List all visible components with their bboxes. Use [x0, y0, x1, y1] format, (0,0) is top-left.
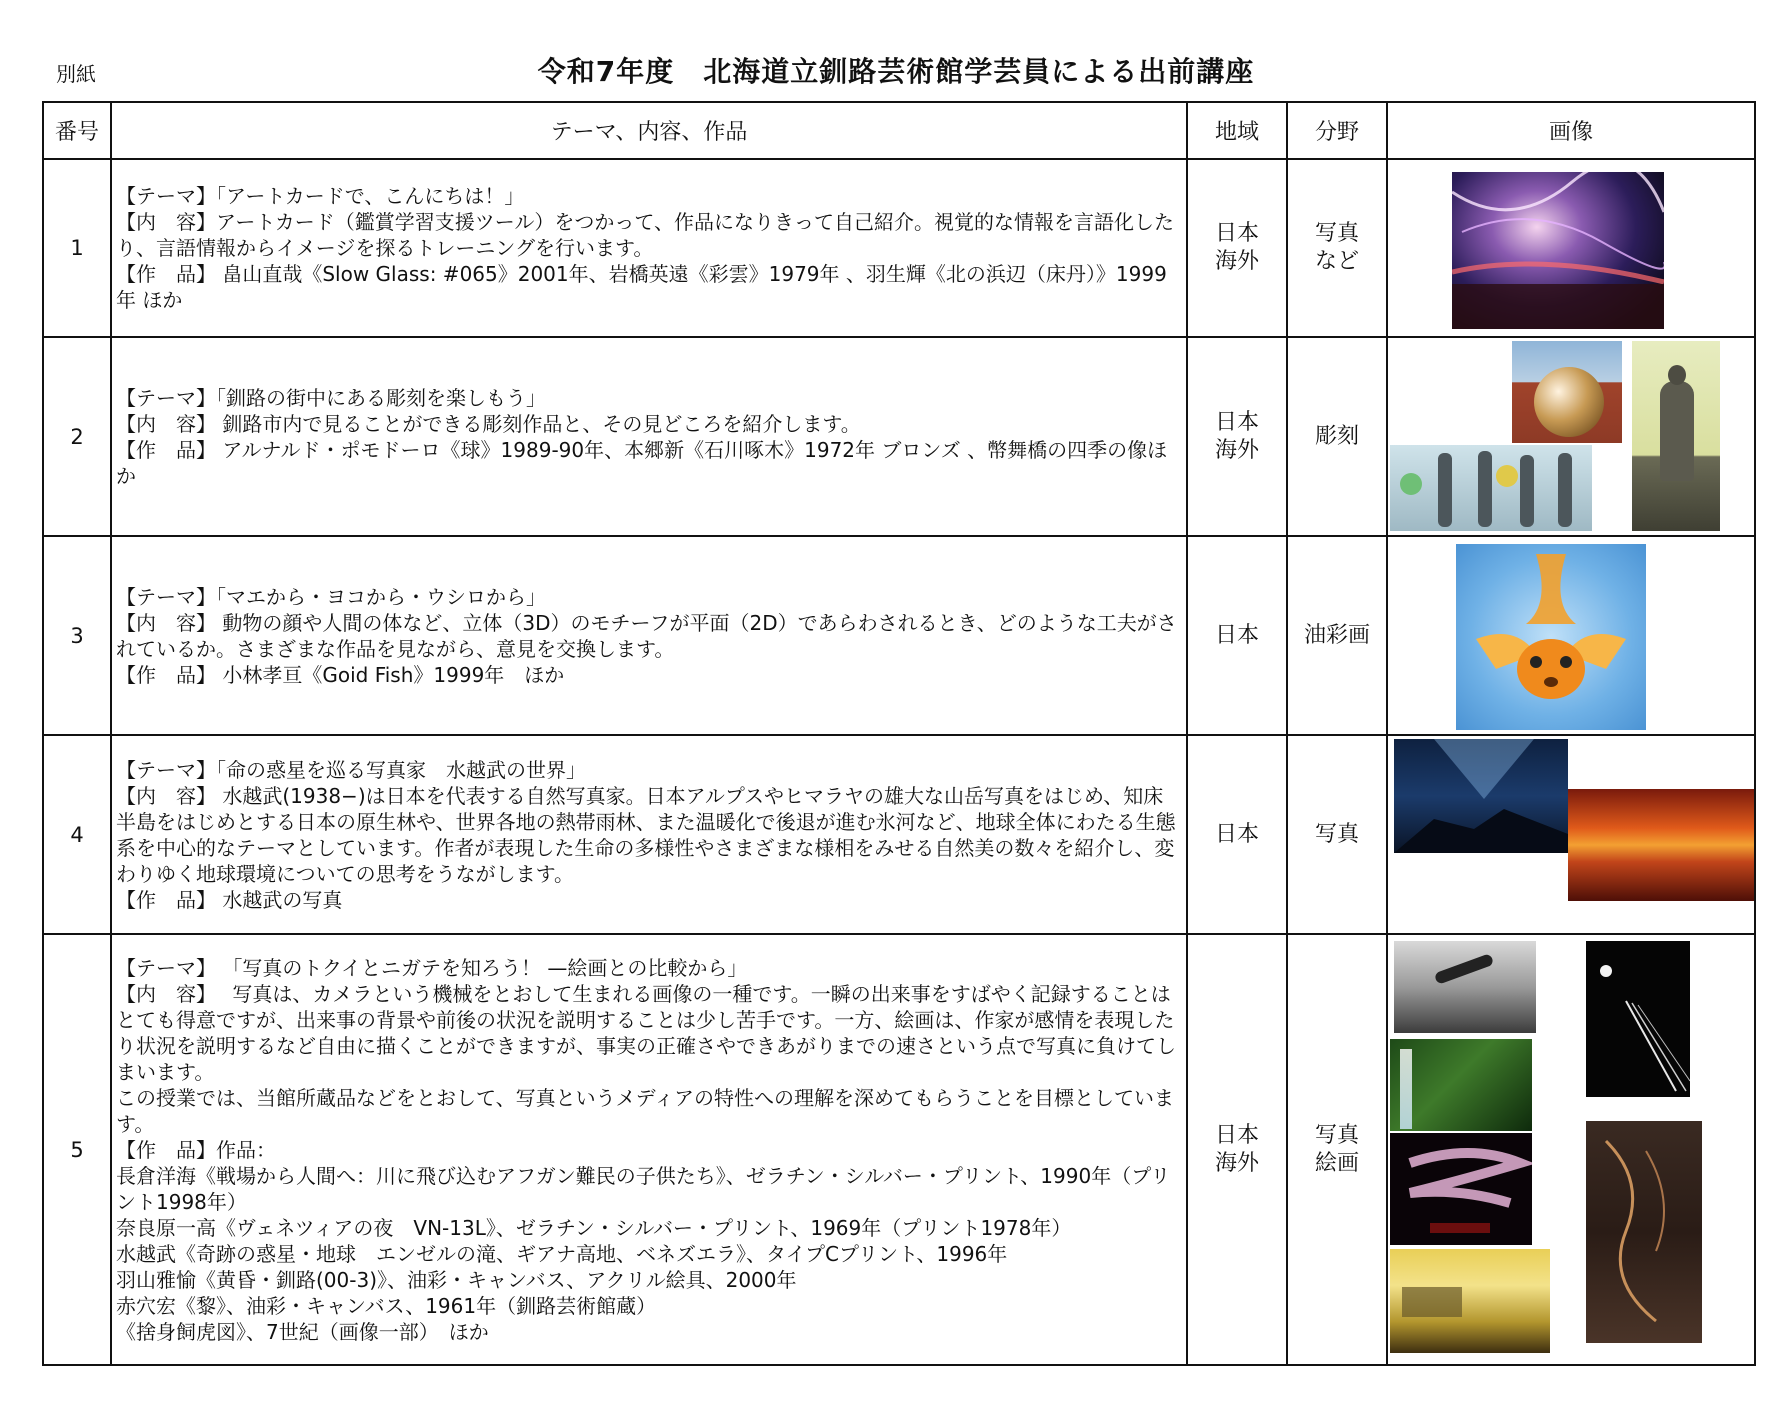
row-area [1187, 735, 1287, 934]
sphere-sculpture-photo [1512, 341, 1622, 443]
content-line: 【内 容】 動物の顔や人間の体など、立体（3D）のモチーフが平面（2D）であらわされるとき、どのような工夫がされているか。さまざまな作品を見ながら、意見を交換します。 [116, 610, 1177, 661]
field-value: 写真 [1314, 1122, 1359, 1148]
angel-falls-photo [1390, 1039, 1532, 1131]
tiger-painting-detail [1586, 1121, 1702, 1343]
area-value: 海外 [1214, 1150, 1259, 1176]
row-number: 1 [43, 159, 111, 337]
row-description [111, 536, 1187, 735]
four-seasons-statues-photo [1390, 445, 1592, 531]
content-line: この授業では、当館所蔵品などをとおして、写真というメディアの特性への理解を深めてもらうことを目標としています。 [116, 1085, 1174, 1136]
venice-night-photo [1586, 941, 1690, 1097]
statue-photo [1632, 341, 1720, 531]
content-line: 【内 容】 写真は、カメラという機械をとおして生まれる画像の一種です。一瞬の出来事をすばやく記録することはとても得意ですが、出来事の背景や前後の状況を説明することは少し苦手です。一方、絵画は、作家が感情を表現したり状況を説明するなど自由に描くことができますが、事実の正確さやできあがりまでの速さという点で写真に負けてしまいます。 [116, 981, 1176, 1084]
field-value: など [1314, 249, 1359, 274]
work-item: 奈良原一高《ヴェネツィアの夜 VN-13L》、ゼラチン・シルバー・プリント、1969年（プリント1978年） [116, 1215, 1072, 1240]
field-value: 絵画 [1314, 1150, 1359, 1176]
area-value: 日本 [1214, 1122, 1259, 1148]
lecture-table [42, 101, 1756, 1366]
works-line: 【作 品】 小林孝亘《Goid Fish》1999年 ほか [116, 662, 565, 687]
works-line: 【作 品】 アルナルド・ポモドーロ《球》1989-90年、本郷新《石川啄木》1972年 ブロンズ 、幣舞橋の四季の像ほか [116, 437, 1168, 488]
row-images [1387, 536, 1755, 735]
area-value: 日本 [1214, 821, 1259, 847]
theme-line: 【テーマ】「命の惑星を巡る写真家 水越武の世界」 [116, 757, 586, 782]
row-number: 5 [43, 934, 111, 1365]
table-header-row [43, 102, 1755, 159]
row-images [1387, 337, 1755, 536]
mountain-night-photo [1394, 739, 1568, 853]
field-value: 彫刻 [1314, 423, 1359, 449]
table-row [43, 337, 1755, 536]
row-images [1387, 159, 1755, 337]
work-item: 《捨身飼虎図》、7世紀（画像一部） ほか [116, 1319, 489, 1344]
column-header-field: 分野 [1287, 102, 1387, 159]
row-number: 4 [43, 735, 111, 934]
area-value: 日本 [1214, 622, 1259, 648]
work-item: 羽山雅愉《黄昏・釧路(00-3)》、油彩・キャンバス、アクリル絵具、2000年 [116, 1267, 797, 1292]
row-field [1287, 934, 1387, 1365]
sunset-sea-photo [1568, 789, 1754, 901]
column-header-theme: テーマ、内容、作品 [111, 102, 1187, 159]
row-description [111, 934, 1187, 1365]
area-value: 日本 [1214, 221, 1259, 246]
theme-line: 【テーマ】「マエから・ヨコから・ウシロから」 [116, 584, 546, 609]
area-value: 海外 [1214, 437, 1259, 463]
content-line: 【内 容】 釧路市内で見ることができる彫刻作品と、その見どころを紹介します。 [116, 411, 861, 436]
row-number: 2 [43, 337, 111, 536]
field-value: 写真 [1314, 221, 1359, 246]
work-item: 赤穴宏《黎》、油彩・キャンバス、1961年（釧路芸術館蔵） [116, 1293, 657, 1318]
table-row [43, 536, 1755, 735]
row-area [1187, 159, 1287, 337]
dawn-painting [1390, 1249, 1550, 1353]
theme-line: 【テーマ】 「写真のトクイとニガテを知ろう！ —絵画との比較から」 [116, 955, 748, 980]
content-line: 【内 容】アートカード（鑑賞学習支援ツール）をつかって、作品になりきって自己紹介。視覚的な情報を言語化したり、言語情報からイメージを探るトレーニングを行います。 [116, 210, 1174, 260]
row-field [1287, 536, 1387, 735]
area-value: 海外 [1214, 249, 1259, 274]
row-description [111, 337, 1187, 536]
row-field [1287, 159, 1387, 337]
row-field [1287, 337, 1387, 536]
table-row [43, 934, 1755, 1365]
row-number: 3 [43, 536, 111, 735]
bw-river-children-photo [1394, 941, 1536, 1033]
dusk-kushiro-painting [1390, 1133, 1532, 1245]
work-item: 長倉洋海《戦場から人間へ：川に飛び込むアフガン難民の子供たち》、ゼラチン・シルバー・プリント、1990年（プリント1998年） [116, 1163, 1171, 1214]
content-line: 【内 容】 水越武(1938−)は日本を代表する自然写真家。日本アルプスやヒマラヤの雄大な山岳写真をはじめ、知床半島をはじめとする日本の原生林や、世界各地の熱帯雨林、また温暖化で後退が進む氷河など、地球全体にわたる生態系を中心的なテーマとしています。作者が表現した生命の多様性やさまざまな様相をみせる自然美の数々を紹介し、変わりゆく地球環境についての思考をうながします。 [116, 783, 1176, 886]
row-area [1187, 536, 1287, 735]
row-images [1387, 735, 1755, 934]
works-line: 【作 品】作品： [116, 1137, 276, 1162]
theme-line: 【テーマ】「アートカードで、こんにちは！」 [116, 184, 525, 208]
row-field [1287, 735, 1387, 934]
row-images [1387, 934, 1755, 1365]
work-item: 水越武《奇跡の惑星・地球 エンゼルの滝、ギアナ高地、ベネズエラ》、タイプCプリント、1996年 [116, 1241, 1008, 1266]
works-line: 【作 品】 水越武の写真 [116, 887, 343, 912]
works-line: 【作 品】 畠山直哉《Slow Glass: #065》2001年、岩橋英遠《彩雲》1979年 、羽生輝《北の浜辺（床丹）》1999年 ほか [116, 262, 1167, 312]
row-area [1187, 337, 1287, 536]
attachment-label: 別紙 [56, 62, 96, 86]
column-header-area: 地域 [1187, 102, 1287, 159]
field-value: 写真 [1314, 821, 1359, 847]
page-title: 令和7年度 北海道立釧路芸術館学芸員による出前講座 [537, 55, 1255, 88]
column-header-number: 番号 [43, 102, 111, 159]
row-description [111, 735, 1187, 934]
light-trails-photo [1452, 172, 1664, 329]
goldfish-painting [1456, 544, 1646, 730]
area-value: 日本 [1214, 409, 1259, 435]
column-header-image: 画像 [1387, 102, 1755, 159]
theme-line: 【テーマ】「釧路の街中にある彫刻を楽しもう」 [116, 385, 546, 410]
field-value: 油彩画 [1303, 622, 1370, 648]
row-area [1187, 934, 1287, 1365]
table-row [43, 735, 1755, 934]
row-description [111, 159, 1187, 337]
table-row [43, 159, 1755, 337]
